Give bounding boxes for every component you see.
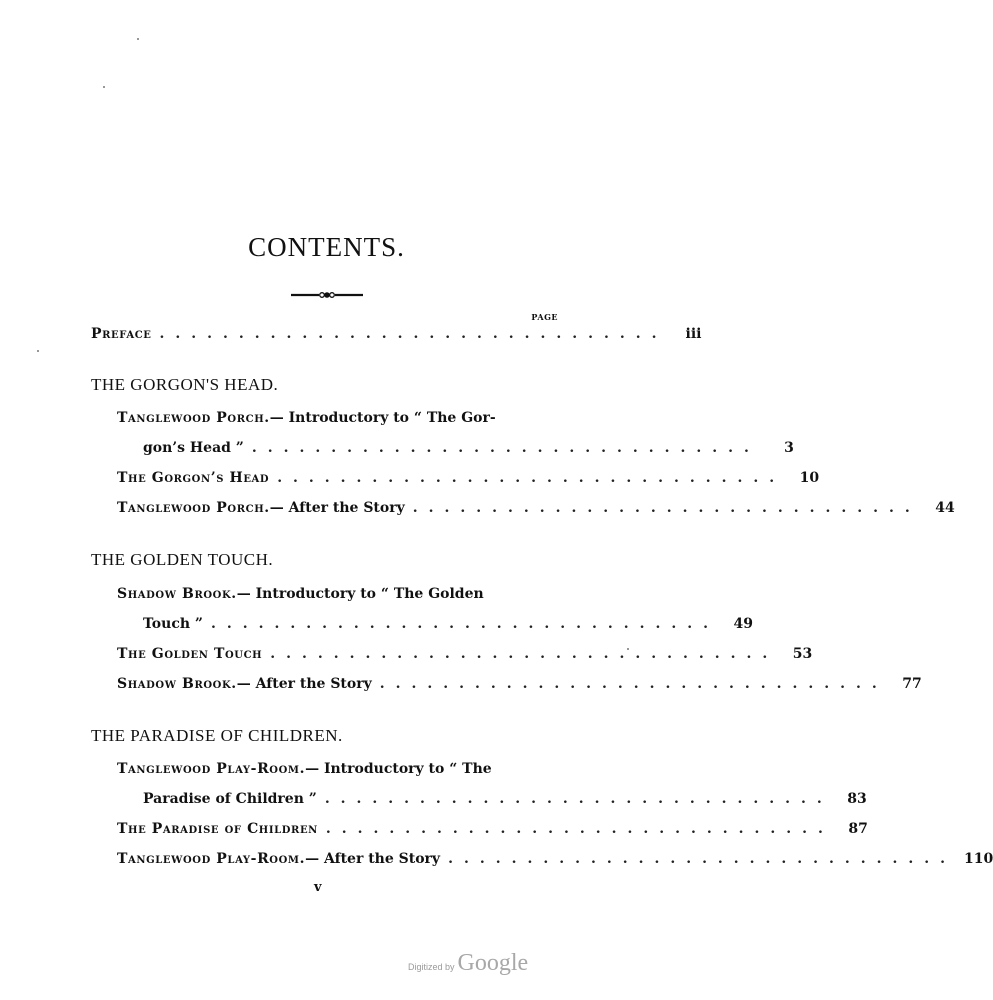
- entry-label: Shadow Brook.: [117, 676, 237, 692]
- toc-entry[interactable]: [117, 470, 820, 486]
- toc-entry[interactable]: [117, 646, 813, 662]
- dot-leader: ................................: [448, 851, 957, 867]
- entry-label-rest: — Introductory to “ The Golden: [236, 586, 484, 602]
- toc-entry-continuation[interactable]: [143, 616, 753, 632]
- page-folio: v: [314, 880, 322, 895]
- entry-label-continuation: Touch ”: [143, 616, 203, 632]
- toc-entry-continuation[interactable]: [143, 440, 794, 456]
- entry-page-number: iii: [685, 326, 702, 342]
- entry-page-number: 110: [964, 851, 993, 867]
- entry-page-number: 77: [902, 676, 922, 692]
- entry-page-number: 3: [784, 440, 794, 456]
- section-title: THE GOLDEN TOUCH.: [91, 550, 274, 569]
- entry-label: The Golden Touch: [117, 646, 263, 662]
- entry-label-rest: — After the Story: [305, 851, 441, 867]
- digitized-prefix: Digitized by: [408, 962, 455, 972]
- entry-label-rest: — After the Story: [269, 500, 405, 516]
- entry-label: Tanglewood Porch.: [117, 410, 270, 426]
- dot-leader: ................................: [270, 646, 779, 662]
- entry-label-rest: — Introductory to “ The Gor-: [269, 410, 496, 426]
- dot-leader: ................................: [325, 821, 834, 837]
- entry-label-continuation: Paradise of Children ”: [143, 791, 317, 807]
- entry-label: Shadow Brook.: [117, 586, 237, 602]
- entry-label: The Gorgon’s Head: [117, 470, 270, 486]
- toc-entry[interactable]: [117, 500, 955, 516]
- dot-leader: ................................: [379, 676, 888, 692]
- dot-leader: ................................: [277, 470, 786, 486]
- dot-leader: ................................: [159, 326, 668, 342]
- toc-entry[interactable]: [117, 410, 560, 426]
- entry-label: The Paradise of Children: [117, 821, 318, 837]
- contents-title: CONTENTS.: [248, 232, 405, 262]
- toc-entry[interactable]: [117, 586, 560, 602]
- toc-entry[interactable]: [117, 821, 868, 837]
- section-title: THE GORGON'S HEAD.: [91, 375, 279, 394]
- toc-entry-continuation[interactable]: [143, 791, 867, 807]
- google-logo: Google: [457, 950, 529, 976]
- dot-leader: ................................: [412, 500, 921, 516]
- dot-leader: ................................: [324, 791, 833, 807]
- entry-page-number: 10: [799, 470, 820, 486]
- toc-entry-preface[interactable]: [91, 326, 702, 342]
- entry-label-continuation: gon’s Head ”: [143, 440, 244, 456]
- toc-entry[interactable]: [117, 851, 993, 867]
- entry-page-number: 53: [792, 646, 813, 662]
- entry-label-rest: — Introductory to “ The: [305, 761, 492, 777]
- dot-leader: ................................: [251, 440, 760, 456]
- section-title: THE PARADISE OF CHILDREN.: [91, 726, 343, 745]
- ornament-divider: [291, 289, 363, 301]
- entry-page-number: 49: [733, 616, 753, 632]
- toc-entry[interactable]: [117, 676, 922, 692]
- digitized-watermark: [408, 950, 528, 977]
- entry-page-number: 83: [847, 791, 867, 807]
- dot-leader: ................................: [210, 616, 719, 632]
- entry-label: Tanglewood Play-Room.: [117, 851, 306, 867]
- page-column-heading: PAGE: [531, 312, 558, 322]
- entry-label: Tanglewood Porch.: [117, 500, 270, 516]
- entry-label-rest: — After the Story: [236, 676, 372, 692]
- entry-page-number: 87: [848, 821, 868, 837]
- entry-label: Tanglewood Play-Room.: [117, 761, 306, 777]
- toc-entry[interactable]: [117, 761, 560, 777]
- entry-label: Preface: [91, 326, 152, 342]
- entry-page-number: 44: [935, 500, 955, 516]
